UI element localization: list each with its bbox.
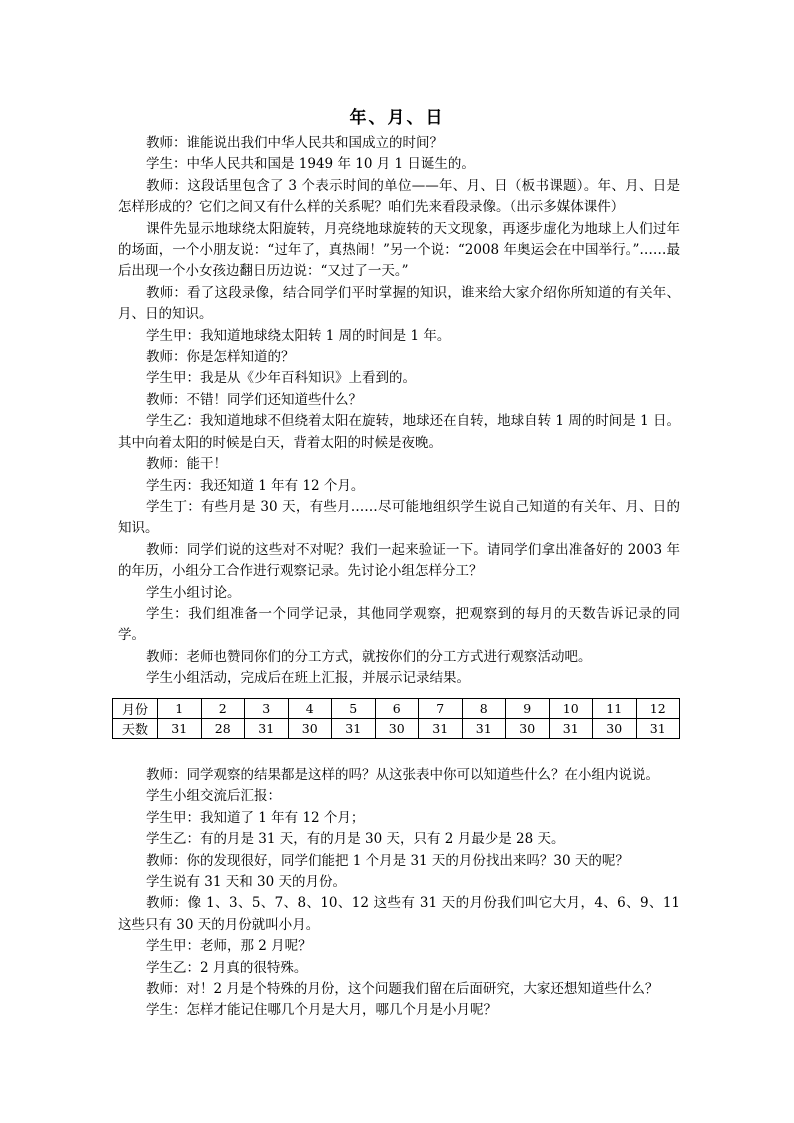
- table-cell: 31: [419, 719, 463, 739]
- paragraph: 教师：谁能说出我们中华人民共和国成立的时间？: [146, 135, 443, 151]
- paragraph: 学生：怎样才能记住哪几个月是大月，哪几个月是小月呢？: [146, 1002, 497, 1019]
- table-cell: 30: [506, 719, 550, 739]
- table-cell: 31: [158, 719, 202, 739]
- paragraph: 教师：你的发现很好，同学们能把 1 个月是 31 天的月份找出来吗？30 天的呢？: [146, 852, 629, 869]
- paragraph: 学生甲：老师，那 2 月呢？: [146, 938, 312, 955]
- paragraph: 教师：能干！: [146, 456, 227, 473]
- paragraph: 学生乙：2 月真的很特殊。: [146, 959, 308, 976]
- table-cell: 30: [288, 719, 332, 739]
- table-cell: 30: [375, 719, 419, 739]
- paragraph: 学生丙：我还知道 1 年有 12 个月。: [146, 477, 365, 494]
- paragraph: 教师：老师也赞同你们的分工方式，就按你们的分工方式进行观察活动吧。: [146, 648, 592, 665]
- paragraph: 学生甲：我知道了 1 年有 12 个月；: [146, 809, 365, 826]
- table-cell: 8: [462, 699, 506, 719]
- paragraph: 学生小组交流后汇报：: [146, 788, 281, 805]
- paragraph: 学生甲：我是从《少年百科知识》上看到的。: [146, 370, 416, 387]
- table-cell: 7: [419, 699, 463, 719]
- table-cell: 3: [245, 699, 289, 719]
- table-cell: 9: [506, 699, 550, 719]
- paragraph: 学生乙：有的月是 31 天，有的月是 30 天，只有 2 月最少是 28 天。: [146, 831, 565, 848]
- table-cell: 6: [375, 699, 419, 719]
- table-cell: 12: [636, 699, 680, 719]
- dialogue-section-top: [118, 133, 680, 690]
- table-cell: 4: [288, 699, 332, 719]
- month-days-table: [112, 698, 680, 739]
- row-header-month: 月份: [113, 699, 158, 719]
- paragraph: 学生小组讨论。: [146, 584, 241, 601]
- paragraph: 学生：中华人民共和国是 1949 年 10 月 1 日诞生的。: [146, 156, 475, 173]
- table-cell: 31: [549, 719, 593, 739]
- paragraph: 教师：对！2 月是个特殊的月份，这个问题我们留在后面研究，大家还想知道些什么？: [146, 981, 659, 998]
- table-row: [113, 699, 680, 719]
- paragraph: 学生小组活动，完成后在班上汇报，并展示记录结果。: [146, 670, 470, 687]
- paragraph: 学生乙：我知道地球不但绕着太阳在旋转，地球还在自转，地球自转 1 周的时间是 1 日。其中向着太阳的时候是白天，背着太阳的时候是夜晚。: [118, 413, 680, 451]
- paragraph: 学生甲：我知道地球绕太阳转 1 周的时间是 1 年。: [146, 327, 451, 344]
- table-cell: 2: [201, 699, 245, 719]
- paragraph: 课件先显示地球绕太阳旋转，月亮绕地球旋转的天文现象，再逐步虚化为地球上人们过年的场面，一个小朋友说：“过年了，真热闹！”另一个说：“2008 年奥运会在中国举行。”……最后出现一个小女孩边翻日历边说：“又过了一天。”: [118, 220, 680, 280]
- paragraph: 学生：我们组准备一个同学记录，其他同学观察，把观察到的每月的天数告诉记录的同学。: [118, 605, 680, 644]
- dialogue-section-bottom: [118, 765, 680, 1022]
- paragraph: 教师：不错！同学们还知道些什么？: [146, 391, 362, 408]
- paragraph: 学生说有 31 天和 30 天的月份。: [146, 874, 347, 891]
- paragraph: 教师：同学们说的这些对不对呢？我们一起来验证一下。请同学们拿出准备好的 2003 年的年历，小组分工合作进行观察记录。先讨论小组怎样分工？: [118, 541, 680, 580]
- table-cell: 28: [201, 719, 245, 739]
- row-header-days: 天数: [113, 719, 158, 739]
- table-cell: 31: [332, 719, 376, 739]
- table-cell: 31: [636, 719, 680, 739]
- paragraph: 学生丁：有些月是 30 天，有些月……尽可能地组织学生说自己知道的有关年、月、日的知识。: [118, 498, 680, 537]
- paragraph: 教师：你是怎样知道的？: [146, 349, 295, 366]
- paragraph: 教师：这段话里包含了 3 个表示时间的单位——年、月、日（板书课题）。年、月、日是怎样形成的？它们之间又有什么样的关系呢？咱们先来看段录像。（出示多媒体课件）: [118, 177, 680, 216]
- paragraph: 教师：同学观察的结果都是这样的吗？从这张表中你可以知道些什么？在小组内说说。: [146, 767, 659, 783]
- paragraph: 教师：像 1、3、5、7、8、10、12 这些有 31 天的月份我们叫它大月，4、6、9、11 这些只有 30 天的月份就叫小月。: [118, 895, 680, 933]
- table-cell: 30: [593, 719, 637, 739]
- table-cell: 31: [245, 719, 289, 739]
- table-row: [113, 719, 680, 739]
- table-cell: 1: [158, 699, 202, 719]
- paragraph: 教师：看了这段录像，结合同学们平时掌握的知识，谁来给大家介绍你所知道的有关年、月、日的知识。: [118, 284, 680, 323]
- table-cell: 31: [462, 719, 506, 739]
- page-title: 年、月、日: [349, 108, 445, 128]
- table-cell: 10: [549, 699, 593, 719]
- table-cell: 11: [593, 699, 637, 719]
- table-cell: 5: [332, 699, 376, 719]
